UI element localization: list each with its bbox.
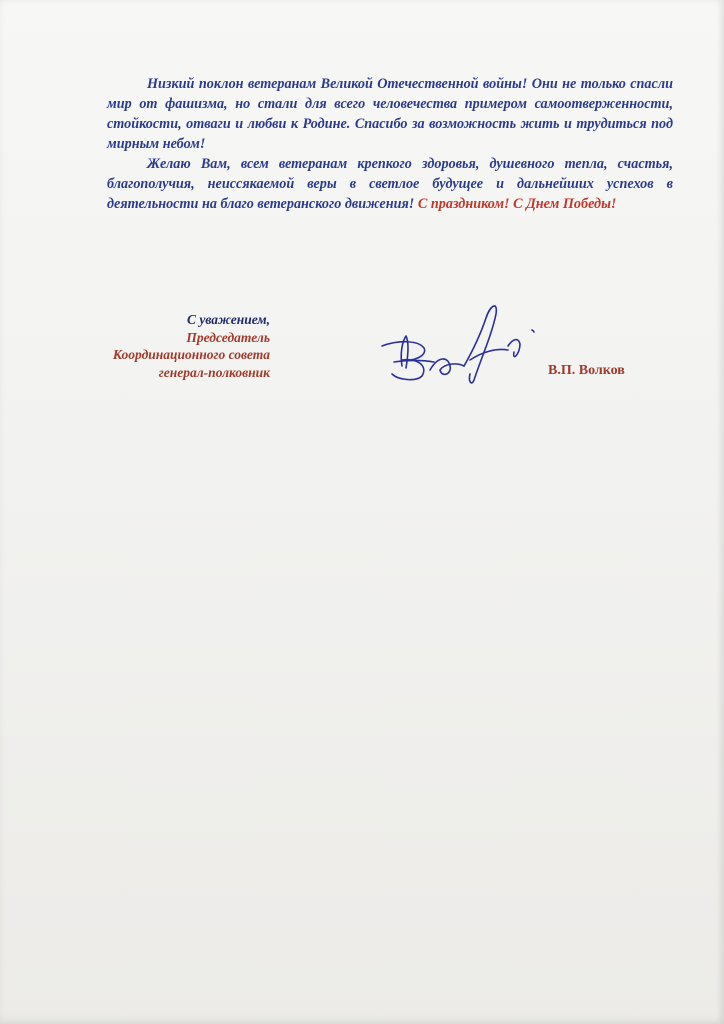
paragraph-wishes: [107, 154, 673, 214]
handwritten-signature: [372, 296, 542, 391]
signer-name: В.П. Волков: [548, 363, 625, 378]
role-council: Координационного совета: [112, 347, 270, 362]
letter-body: [107, 74, 673, 214]
wishes-text: Желаю Вам, всем ветеранам крепкого здоровья, душевного тепла, счастья, благополучия, неиссякаемой веры в светлое будущее и дальнейших успехов в деятельности на благо ветеранского движения!: [107, 156, 673, 212]
role-rank: генерал-полковник: [158, 364, 270, 380]
role-chairman: Председатель: [186, 329, 270, 345]
holiday-greeting: С праздником! С Днем Победы!: [417, 196, 617, 212]
paragraph-gratitude: Низкий поклон ветеранам Великой Отечественной войны! Они не только спасли мир от фашизма, но стали для всего человечества примером самоотверженности, стойкости, отваги и любви к Родине. Спасибо за возможность жить и трудиться под мирным небом!: [107, 76, 673, 152]
closing-block: [100, 311, 270, 381]
closing-regards: С уважением,: [186, 312, 270, 327]
